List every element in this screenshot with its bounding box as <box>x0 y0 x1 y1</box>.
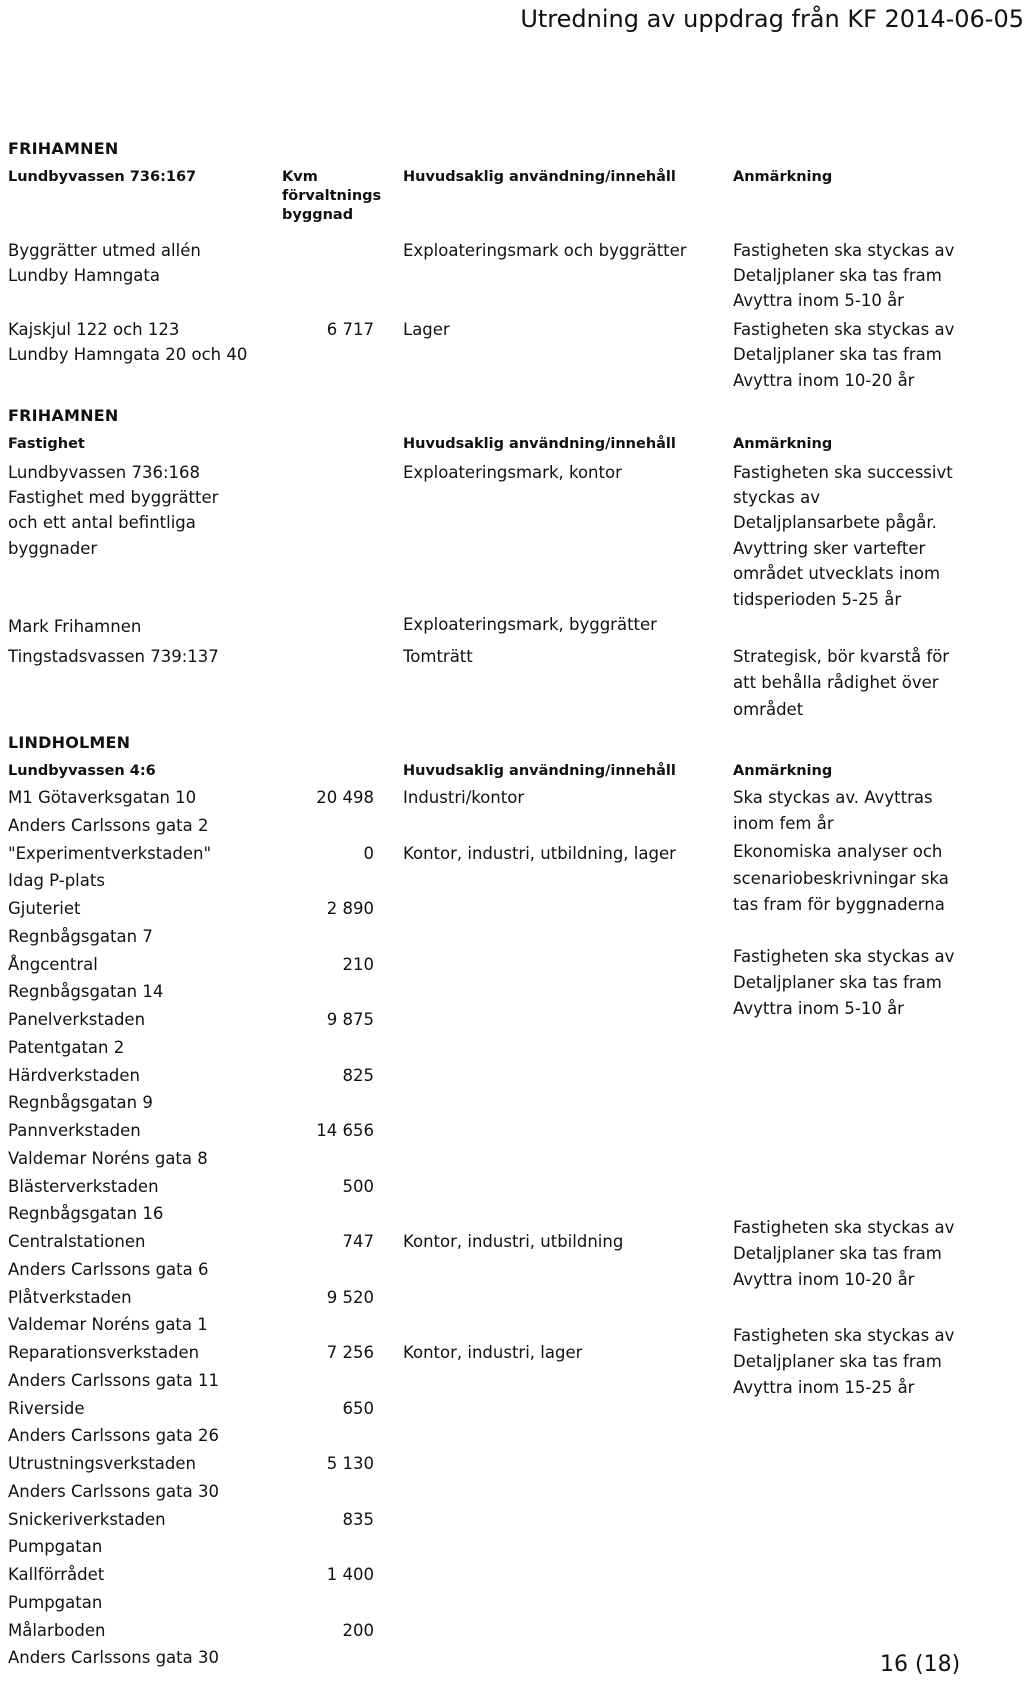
building-address: Idag P-plats <box>8 871 105 890</box>
property-remark: Detaljplaner ska tas fram <box>733 266 942 285</box>
building-name: M1 Götaverksgatan 10 <box>8 788 197 807</box>
property-usage: Exploateringsmark, kontor <box>403 463 622 482</box>
property-name: Lundbyvassen 736:168 <box>8 463 200 482</box>
section-title-frihamnen: FRIHAMNEN <box>8 406 119 425</box>
building-address: Pumpgatan <box>8 1537 103 1556</box>
page-number: 16 (18) <box>880 1652 961 1677</box>
column-header-remark: Anmärkning <box>733 763 833 779</box>
column-header-kvm: förvaltnings <box>282 188 382 204</box>
property-remark: styckas av <box>733 488 820 507</box>
building-address: Anders Carlssons gata 30 <box>8 1648 219 1667</box>
building-area: 20 498 <box>316 788 374 807</box>
property-area: 6 717 <box>326 320 374 339</box>
building-area: 0 <box>363 844 374 863</box>
property-remark: tidsperioden 5-25 år <box>733 590 902 609</box>
building-address: Pumpgatan <box>8 1593 103 1612</box>
property-remark: att behålla rådighet över <box>733 673 939 692</box>
column-header-usage: Huvudsaklig användning/innehåll <box>403 436 676 452</box>
property-description: och ett antal befintliga <box>8 513 196 532</box>
building-address: Patentgatan 2 <box>8 1038 125 1057</box>
property-remark: Avyttra inom 10-20 år <box>733 371 915 390</box>
building-area: 825 <box>342 1066 374 1085</box>
property-remark: Detaljplaner ska tas fram <box>733 345 942 364</box>
building-address: Regnbågsgatan 9 <box>8 1093 153 1112</box>
building-usage: Industri/kontor <box>403 788 525 807</box>
property-remark: området utvecklats inom <box>733 564 941 583</box>
property-remark: Avyttra inom 10-20 år <box>733 1270 915 1289</box>
property-remark: inom fem år <box>733 814 834 833</box>
building-usage: Kontor, industri, utbildning, lager <box>403 844 676 863</box>
column-header-property: Lundbyvassen 736:167 <box>8 169 197 185</box>
property-remark: Detaljplaner ska tas fram <box>733 1244 942 1263</box>
property-address: Lundby Hamngata <box>8 266 160 285</box>
building-area: 835 <box>342 1510 374 1529</box>
building-name: Riverside <box>8 1399 85 1418</box>
building-area: 747 <box>342 1232 374 1251</box>
building-address: Regnbågsgatan 14 <box>8 982 164 1001</box>
property-usage: Tomträtt <box>403 647 473 666</box>
building-area: 200 <box>342 1621 374 1640</box>
property-description: byggnader <box>8 539 98 558</box>
building-name: Utrustningsverkstaden <box>8 1454 196 1473</box>
building-usage: Kontor, industri, lager <box>403 1343 583 1362</box>
property-remark: Fastigheten ska styckas av <box>733 320 955 339</box>
column-header-usage: Huvudsaklig användning/innehåll <box>403 763 676 779</box>
property-remark: Fastigheten ska styckas av <box>733 1326 955 1345</box>
building-name: Reparationsverkstaden <box>8 1343 200 1362</box>
property-name: Kajskjul 122 och 123 <box>8 320 180 339</box>
property-remark: Strategisk, bör kvarstå för <box>733 647 950 666</box>
building-area: 14 656 <box>316 1121 374 1140</box>
building-usage: Kontor, industri, utbildning <box>403 1232 624 1251</box>
building-name: Kallförrådet <box>8 1565 105 1584</box>
building-address: Valdemar Noréns gata 8 <box>8 1149 208 1168</box>
column-header-remark: Anmärkning <box>733 436 833 452</box>
property-name: Tingstadsvassen 739:137 <box>8 647 219 666</box>
building-area: 210 <box>342 955 374 974</box>
property-remark: Avyttra inom 5-10 år <box>733 999 904 1018</box>
property-remark: Detaljplaner ska tas fram <box>733 973 942 992</box>
column-header-remark: Anmärkning <box>733 169 833 185</box>
building-name: Målarboden <box>8 1621 106 1640</box>
property-remark: området <box>733 700 804 719</box>
building-area: 7 256 <box>326 1343 374 1362</box>
building-area: 2 890 <box>326 899 374 918</box>
building-address: Valdemar Noréns gata 1 <box>8 1315 208 1334</box>
column-header-usage: Huvudsaklig användning/innehåll <box>403 169 676 185</box>
building-address: Anders Carlssons gata 26 <box>8 1426 219 1445</box>
property-name: Byggrätter utmed allén <box>8 241 201 260</box>
property-name: Mark Frihamnen <box>8 617 142 636</box>
building-name: Plåtverkstaden <box>8 1288 132 1307</box>
building-name: Pannverkstaden <box>8 1121 141 1140</box>
property-remark: Ekonomiska analyser och <box>733 842 943 861</box>
section-title-frihamnen: FRIHAMNEN <box>8 139 119 158</box>
building-address: Regnbågsgatan 7 <box>8 927 153 946</box>
property-usage: Exploateringsmark och byggrätter <box>403 241 687 260</box>
property-remark: Avyttring sker vartefter <box>733 539 926 558</box>
property-usage: Exploateringsmark, byggrätter <box>403 615 657 634</box>
building-address: Anders Carlssons gata 30 <box>8 1482 219 1501</box>
building-area: 5 130 <box>326 1454 374 1473</box>
property-remark: Ska styckas av. Avyttras <box>733 788 933 807</box>
property-remark: Fastigheten ska styckas av <box>733 241 955 260</box>
building-name: Centralstationen <box>8 1232 146 1251</box>
building-name: "Experimentverkstaden" <box>8 844 212 863</box>
property-remark: Avyttra inom 5-10 år <box>733 291 904 310</box>
building-area: 650 <box>342 1399 374 1418</box>
building-area: 9 875 <box>326 1010 374 1029</box>
section-title-lindholmen: LINDHOLMEN <box>8 733 131 752</box>
property-remark: Fastigheten ska styckas av <box>733 1218 955 1237</box>
column-header-kvm: byggnad <box>282 207 354 223</box>
building-address: Anders Carlssons gata 11 <box>8 1371 219 1390</box>
building-address: Anders Carlssons gata 6 <box>8 1260 209 1279</box>
building-area: 500 <box>342 1177 374 1196</box>
property-description: Fastighet med byggrätter <box>8 488 219 507</box>
property-remark: Detaljplansarbete pågår. <box>733 513 937 532</box>
building-area: 1 400 <box>326 1565 374 1584</box>
property-usage: Lager <box>403 320 450 339</box>
building-name: Blästerverkstaden <box>8 1177 159 1196</box>
property-address: Lundby Hamngata 20 och 40 <box>8 345 248 364</box>
property-remark: scenariobeskrivningar ska <box>733 869 949 888</box>
property-remark: Avyttra inom 15-25 år <box>733 1378 915 1397</box>
property-remark: Fastigheten ska successivt <box>733 463 953 482</box>
property-remark: Fastigheten ska styckas av <box>733 947 955 966</box>
building-name: Panelverkstaden <box>8 1010 146 1029</box>
building-name: Ångcentral <box>8 955 98 974</box>
building-address: Anders Carlssons gata 2 <box>8 816 209 835</box>
property-remark: Detaljplaner ska tas fram <box>733 1352 942 1371</box>
document-header: Utredning av uppdrag från KF 2014-06-05 <box>520 5 1024 33</box>
column-header-property: Lundbyvassen 4:6 <box>8 763 156 779</box>
building-area: 9 520 <box>326 1288 374 1307</box>
property-remark: tas fram för byggnaderna <box>733 895 945 914</box>
column-header-property: Fastighet <box>8 436 85 452</box>
building-name: Gjuteriet <box>8 899 81 918</box>
building-name: Härdverkstaden <box>8 1066 140 1085</box>
building-name: Snickeriverkstaden <box>8 1510 166 1529</box>
column-header-kvm: Kvm <box>282 169 318 185</box>
building-address: Regnbågsgatan 16 <box>8 1204 164 1223</box>
